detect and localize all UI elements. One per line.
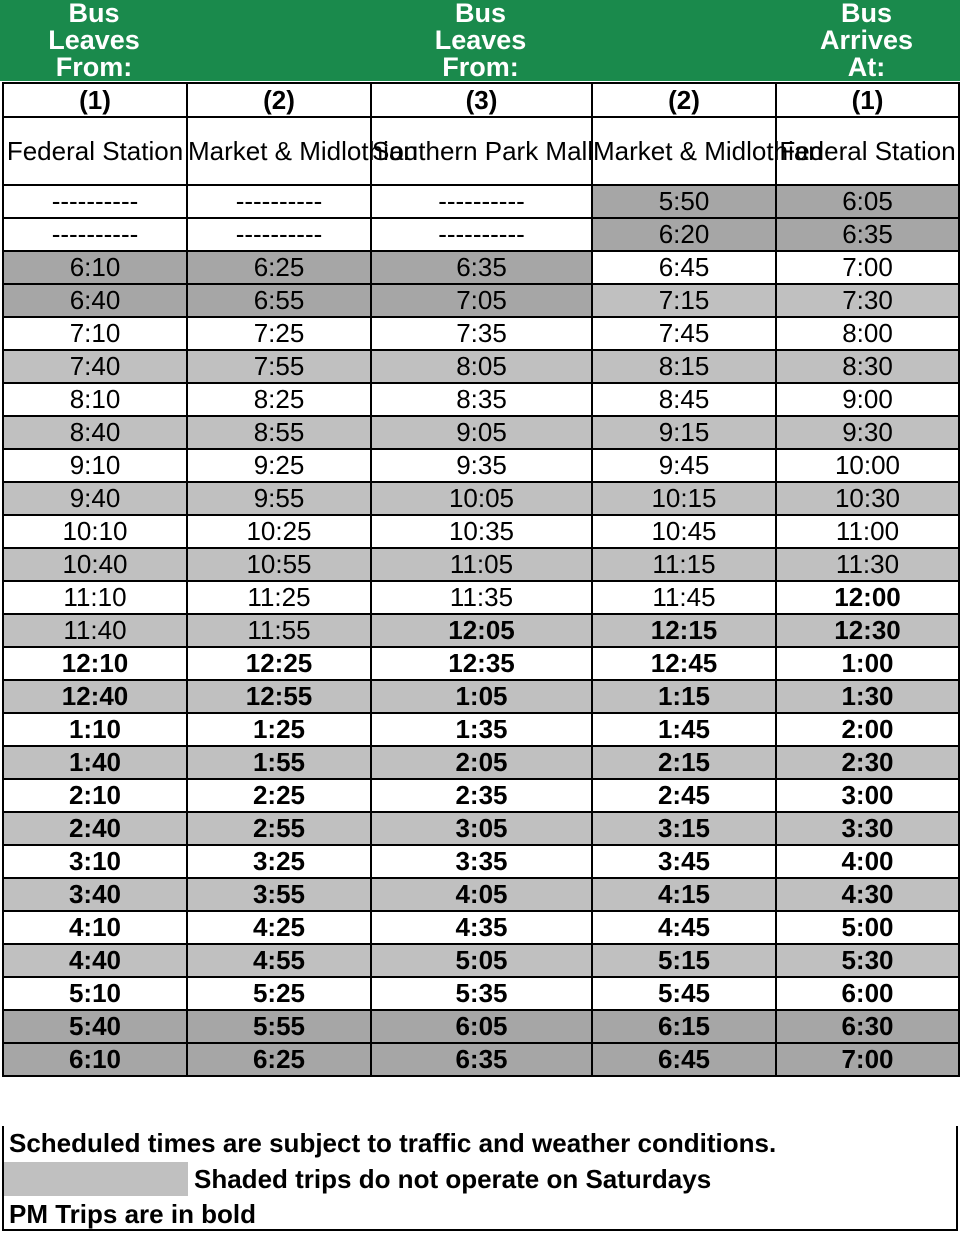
stop-name: Market & Midlothian [187, 117, 371, 185]
time-cell: 8:35 [371, 383, 592, 416]
pm-bold-note: PM Trips are in bold [9, 1199, 257, 1229]
time-cell: 6:00 [776, 977, 959, 1010]
time-cell: 12:40 [3, 680, 187, 713]
time-cell: 12:45 [592, 647, 776, 680]
table-row [3, 878, 959, 911]
table-row [3, 977, 959, 1010]
time-cell: 6:25 [187, 251, 371, 284]
header-line: Leaves [48, 25, 140, 55]
table-row [3, 284, 959, 317]
table-row [3, 317, 959, 350]
stop-number-row [3, 83, 959, 117]
time-cell: 2:05 [371, 746, 592, 779]
time-cell: 2:00 [776, 713, 959, 746]
header-line: From: [442, 52, 519, 82]
time-cell: 1:30 [776, 680, 959, 713]
time-cell: 6:25 [187, 1043, 371, 1076]
table-row [3, 548, 959, 581]
time-cell: 12:15 [592, 614, 776, 647]
time-cell: 3:45 [592, 845, 776, 878]
time-cell: 6:20 [592, 218, 776, 251]
time-cell: 7:00 [776, 1043, 959, 1076]
time-cell: 2:35 [371, 779, 592, 812]
table-row [3, 746, 959, 779]
time-cell: 3:15 [592, 812, 776, 845]
stop-number: (2) [187, 83, 371, 117]
header-line: Bus [454, 0, 506, 28]
time-cell: 9:55 [187, 482, 371, 515]
time-cell: 9:10 [3, 449, 187, 482]
time-cell: 5:00 [776, 911, 959, 944]
time-cell: 9:15 [592, 416, 776, 449]
time-cell: 4:45 [592, 911, 776, 944]
time-cell: 12:55 [187, 680, 371, 713]
time-cell: 3:35 [371, 845, 592, 878]
time-cell: 6:05 [371, 1010, 592, 1043]
time-cell: 1:55 [187, 746, 371, 779]
schedule-table [2, 82, 960, 1077]
traffic-note: Scheduled times are subject to traffic and weather conditions. [9, 1128, 777, 1158]
time-cell: 11:15 [592, 548, 776, 581]
time-cell: 4:55 [187, 944, 371, 977]
time-cell: 2:10 [3, 779, 187, 812]
header-line: Arrives [819, 25, 914, 55]
time-cell: 1:00 [776, 647, 959, 680]
time-cell: ---------- [3, 185, 187, 218]
time-cell: 1:45 [592, 713, 776, 746]
time-cell: 2:15 [592, 746, 776, 779]
time-cell: ---------- [371, 185, 592, 218]
header-leaves-from-1 [2, 0, 186, 81]
time-cell: 11:55 [187, 614, 371, 647]
time-cell: 9:30 [776, 416, 959, 449]
time-cell: 7:55 [187, 350, 371, 383]
table-row [3, 1010, 959, 1043]
stop-name: Market & Midlothian [592, 117, 776, 185]
time-cell: 7:30 [776, 284, 959, 317]
time-cell: 6:40 [3, 284, 187, 317]
time-cell: 2:45 [592, 779, 776, 812]
time-cell: 10:40 [3, 548, 187, 581]
header-arrives-at [775, 0, 958, 81]
stop-name: Federal Station [776, 117, 959, 185]
time-cell: 3:30 [776, 812, 959, 845]
time-cell: 9:25 [187, 449, 371, 482]
time-cell: 10:45 [592, 515, 776, 548]
table-row [3, 647, 959, 680]
header-line: From: [55, 52, 133, 82]
time-cell: 4:25 [187, 911, 371, 944]
time-cell: 8:30 [776, 350, 959, 383]
time-cell: 4:15 [592, 878, 776, 911]
time-cell: 8:45 [592, 383, 776, 416]
time-cell: 4:35 [371, 911, 592, 944]
header-line: Bus [68, 0, 120, 28]
time-cell: 7:00 [776, 251, 959, 284]
table-row [3, 680, 959, 713]
time-cell: 4:10 [3, 911, 187, 944]
schedule-footer [2, 1126, 958, 1231]
time-cell: 12:05 [371, 614, 592, 647]
time-cell: 1:40 [3, 746, 187, 779]
schedule-header [0, 0, 960, 81]
time-cell: 11:05 [371, 548, 592, 581]
time-cell: 2:40 [3, 812, 187, 845]
time-cell: 8:05 [371, 350, 592, 383]
table-row [3, 779, 959, 812]
table-row [3, 185, 959, 218]
time-cell: 7:35 [371, 317, 592, 350]
time-cell: 6:35 [371, 251, 592, 284]
time-cell: 7:10 [3, 317, 187, 350]
time-cell: 7:25 [187, 317, 371, 350]
time-cell: 2:30 [776, 746, 959, 779]
time-cell: 6:45 [592, 1043, 776, 1076]
time-cell: 5:05 [371, 944, 592, 977]
time-cell: 5:15 [592, 944, 776, 977]
table-row [3, 251, 959, 284]
header-line: At: [847, 52, 886, 82]
table-row [3, 944, 959, 977]
table-row [3, 911, 959, 944]
time-cell: 5:30 [776, 944, 959, 977]
table-row [3, 1043, 959, 1076]
time-cell: 11:10 [3, 581, 187, 614]
time-cell: 1:10 [3, 713, 187, 746]
time-cell: 4:00 [776, 845, 959, 878]
table-row [3, 581, 959, 614]
shade-legend-swatch [4, 1162, 188, 1196]
time-cell: 11:40 [3, 614, 187, 647]
time-cell: 12:00 [776, 581, 959, 614]
time-cell: 2:55 [187, 812, 371, 845]
time-cell: 3:25 [187, 845, 371, 878]
time-cell: 5:55 [187, 1010, 371, 1043]
table-row [3, 845, 959, 878]
time-cell: 8:00 [776, 317, 959, 350]
time-cell: 3:05 [371, 812, 592, 845]
time-cell: 1:35 [371, 713, 592, 746]
table-row [3, 812, 959, 845]
time-cell: ---------- [187, 185, 371, 218]
time-cell: 10:35 [371, 515, 592, 548]
stop-number: (1) [776, 83, 959, 117]
time-cell: 3:40 [3, 878, 187, 911]
header-line: Leaves [434, 25, 527, 55]
time-cell: ---------- [187, 218, 371, 251]
time-cell: 3:00 [776, 779, 959, 812]
table-row [3, 350, 959, 383]
time-cell: 12:35 [371, 647, 592, 680]
time-cell: 7:15 [592, 284, 776, 317]
time-cell: 10:00 [776, 449, 959, 482]
time-cell: 8:55 [187, 416, 371, 449]
time-cell: 5:10 [3, 977, 187, 1010]
time-cell: 6:35 [371, 1043, 592, 1076]
time-cell: 3:55 [187, 878, 371, 911]
time-cell: 12:25 [187, 647, 371, 680]
time-cell: 5:50 [592, 185, 776, 218]
time-cell: 6:15 [592, 1010, 776, 1043]
time-cell: 1:15 [592, 680, 776, 713]
time-cell: 10:15 [592, 482, 776, 515]
time-cell: 11:45 [592, 581, 776, 614]
time-cell: 10:25 [187, 515, 371, 548]
time-cell: 1:05 [371, 680, 592, 713]
time-cell: 8:10 [3, 383, 187, 416]
time-cell: 7:40 [3, 350, 187, 383]
time-cell: 5:35 [371, 977, 592, 1010]
time-cell: 10:05 [371, 482, 592, 515]
time-cell: 8:25 [187, 383, 371, 416]
time-cell: 9:05 [371, 416, 592, 449]
shade-legend-note: Shaded trips do not operate on Saturdays [194, 1164, 712, 1194]
time-cell: 3:10 [3, 845, 187, 878]
time-cell: ---------- [371, 218, 592, 251]
time-cell: 6:05 [776, 185, 959, 218]
table-row [3, 416, 959, 449]
time-cell: 11:25 [187, 581, 371, 614]
time-cell: 8:15 [592, 350, 776, 383]
time-cell: 9:35 [371, 449, 592, 482]
table-row [3, 383, 959, 416]
table-row [3, 218, 959, 251]
table-row [3, 515, 959, 548]
time-cell: 11:00 [776, 515, 959, 548]
time-cell: 10:55 [187, 548, 371, 581]
time-cell: 5:45 [592, 977, 776, 1010]
stop-number: (1) [3, 83, 187, 117]
time-cell: 9:00 [776, 383, 959, 416]
stop-name: Federal Station [3, 117, 187, 185]
time-cell: 1:25 [187, 713, 371, 746]
time-cell: 4:40 [3, 944, 187, 977]
time-cell: ---------- [3, 218, 187, 251]
time-cell: 5:25 [187, 977, 371, 1010]
time-cell: 7:05 [371, 284, 592, 317]
time-cell: 10:10 [3, 515, 187, 548]
time-cell: 6:55 [187, 284, 371, 317]
header-line: Bus [840, 0, 892, 28]
time-cell: 11:35 [371, 581, 592, 614]
time-cell: 6:10 [3, 1043, 187, 1076]
time-cell: 6:35 [776, 218, 959, 251]
table-row [3, 449, 959, 482]
time-cell: 2:25 [187, 779, 371, 812]
time-cell: 4:30 [776, 878, 959, 911]
table-row [3, 614, 959, 647]
time-cell: 9:40 [3, 482, 187, 515]
time-cell: 8:40 [3, 416, 187, 449]
stop-name: Southern Park Mall [371, 117, 592, 185]
stop-number: (3) [371, 83, 592, 117]
time-cell: 7:45 [592, 317, 776, 350]
stop-name-row [3, 117, 959, 185]
time-cell: 11:30 [776, 548, 959, 581]
header-leaves-from-3 [370, 0, 591, 81]
time-cell: 6:45 [592, 251, 776, 284]
time-cell: 6:10 [3, 251, 187, 284]
time-cell: 10:30 [776, 482, 959, 515]
table-row [3, 482, 959, 515]
time-cell: 6:30 [776, 1010, 959, 1043]
time-cell: 5:40 [3, 1010, 187, 1043]
stop-number: (2) [592, 83, 776, 117]
table-row [3, 713, 959, 746]
time-cell: 12:30 [776, 614, 959, 647]
time-cell: 9:45 [592, 449, 776, 482]
time-cell: 12:10 [3, 647, 187, 680]
time-cell: 4:05 [371, 878, 592, 911]
